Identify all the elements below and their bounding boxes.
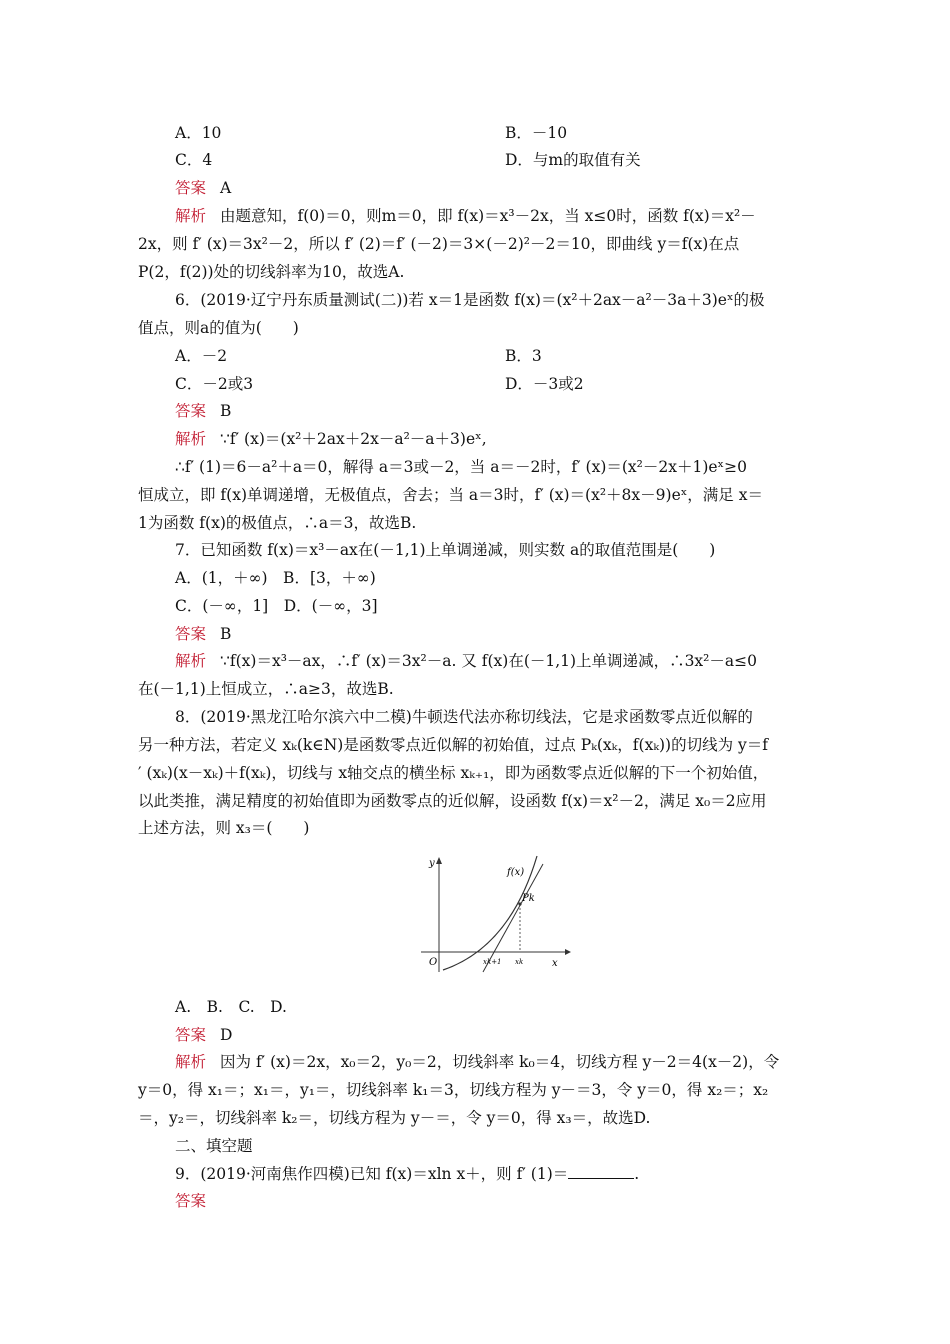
y-axis-label: y: [429, 858, 435, 869]
q7-analysis-line: 在(－1,1)上恒成立，∴a≥3，故选B.: [138, 680, 394, 698]
point-label: Pk: [522, 893, 535, 904]
answer-label: 答案: [175, 402, 207, 420]
q7-options-row: A．(1，＋∞) B．[3，＋∞): [175, 569, 376, 587]
q8-stem-line: 另一种方法，若定义 xₖ(k∈N)是函数零点近似解的初始值，过点 Pₖ(xₖ，f(xₖ))的切线为 y＝f: [138, 736, 768, 754]
q6-stem-line: 6．(2019·辽宁丹东质量测试(二))若 x＝1是函数 f(x)＝(x²＋2ax－a²－3a＋3)eˣ的极: [175, 291, 765, 309]
analysis-text: 因为 f′ (x)＝2x，x₀＝2，y₀＝2，切线斜率 k₀＝4，切线方程 y－2＝4(x－2)，令: [220, 1053, 780, 1071]
q6-option-d: D．－3或2: [505, 375, 584, 393]
analysis-label: 解析: [175, 207, 207, 225]
section-heading: 二、填空题: [175, 1137, 253, 1155]
q8-stem-line: 8．(2019·黑龙江哈尔滨六中二模)牛顿迭代法亦称切线法，它是求函数零点近似解的: [175, 708, 753, 726]
y-axis-arrow: [436, 857, 442, 864]
analysis-label: 解析: [175, 652, 207, 670]
curve-label: f(x): [507, 867, 525, 878]
answer-label: 答案: [175, 625, 207, 643]
q8-analysis-line: [175, 1052, 779, 1072]
analysis-text: ∵f′ (x)＝(x²＋2ax＋2x－a²－a＋3)eˣ,: [220, 430, 487, 448]
q5-analysis-line: P(2，f(2))处的切线斜率为10，故选A.: [138, 263, 405, 281]
q6-analysis-line: [175, 429, 487, 449]
q8-answer: [175, 1025, 232, 1045]
answer-value: D: [220, 1026, 233, 1044]
analysis-label: 解析: [175, 1053, 207, 1071]
q6-stem-line: 值点，则a的值为( ): [138, 319, 299, 337]
q7-analysis-line: [175, 651, 757, 671]
q8-stem-line: ′ (xₖ)(x－xₖ)＋f(xₖ)，切线与 x轴交点的横坐标 xₖ₊₁，即为函数零点近似解的下一个初始值，: [138, 764, 769, 782]
q7-answer: [175, 624, 231, 644]
answer-label: 答案: [175, 1192, 207, 1210]
q5-analysis-line: 2x，则 f′ (x)＝3x²－2，所以 f′ (2)＝f′ (－2)＝3×(－2)²－2＝10，即曲线 y＝f(x)在点: [138, 235, 740, 253]
q9-answer: [175, 1191, 206, 1211]
analysis-label: 解析: [175, 430, 207, 448]
answer-label: 答案: [175, 1026, 207, 1044]
origin-label: O: [429, 957, 438, 968]
q6-option-a: A．－2: [175, 347, 228, 365]
q6-analysis-line: ∴f′ (1)＝6－a²＋a＝0，解得 a＝3或－2，当 a＝－2时，f′ (x)＝(x²－2x＋1)eˣ≥0: [175, 458, 747, 476]
q6-answer: [175, 401, 231, 421]
newton-method-figure: [415, 852, 575, 978]
q6-option-c: C．－2或3: [175, 375, 254, 393]
x-axis-arrow: [565, 949, 571, 955]
tangent-line: [483, 864, 543, 972]
xk-label: xk: [515, 958, 524, 966]
q8-analysis-line: y＝0，得 x₁＝；x₁＝，y₁＝，切线斜率 k₁＝3，切线方程为 y－＝3，令 y＝0，得 x₂＝；x₂: [138, 1081, 769, 1099]
answer-value: B: [220, 625, 232, 643]
q7-stem: 7．已知函数 f(x)＝x³－ax在(－1,1)上单调递减，则实数 a的取值范围是( ): [175, 541, 716, 559]
q8-options: A. B. C. D.: [175, 998, 287, 1016]
q5-option-d: D．与m的取值有关: [505, 151, 641, 169]
analysis-text: ∵f(x)＝x³－ax，∴f′ (x)＝3x²－a. 又 f(x)在(－1,1)上单调递减，∴3x²－a≤0: [220, 652, 757, 670]
q6-analysis-line: 1为函数 f(x)的极值点，∴a＝3，故选B.: [138, 514, 417, 532]
q9-end: .: [634, 1165, 640, 1183]
q9-text: 9．(2019·河南焦作四模)已知 f(x)＝xln x＋，则 f′ (1)＝: [175, 1165, 569, 1183]
answer-value: A: [220, 179, 232, 197]
answer-blank: [568, 1164, 634, 1179]
q7-options-row: C．(－∞，1] D．(－∞，3]: [175, 597, 378, 615]
q8-analysis-line: ＝，y₂＝，切线斜率 k₂＝，切线方程为 y－＝，令 y＝0，得 x₃＝，故选D.: [138, 1109, 651, 1127]
q5-option-a: A．10: [175, 124, 222, 142]
xk1-label: xk+1: [483, 958, 502, 966]
analysis-text: 由题意知，f(0)＝0，则m＝0，即 f(x)＝x³－2x，当 x≤0时，函数 f(x)＝x²－: [220, 207, 756, 225]
x-axis-label: x: [552, 958, 558, 969]
q5-answer: [175, 178, 231, 198]
q6-option-b: B．3: [505, 347, 542, 365]
answer-label: 答案: [175, 179, 207, 197]
q8-stem-line: 上述方法，则 x₃＝( ): [138, 819, 310, 837]
q9-stem: [175, 1164, 639, 1184]
q6-analysis-line: 恒成立，即 f(x)单调递增，无极值点，舍去；当 a＝3时，f′ (x)＝(x²＋8x－9)eˣ，满足 x＝: [138, 486, 763, 504]
q5-option-b: B．－10: [505, 124, 568, 142]
answer-value: B: [220, 402, 232, 420]
q5-option-c: C．4: [175, 151, 213, 169]
q5-analysis-line: [175, 206, 756, 226]
q8-stem-line: 以此类推，满足精度的初始值即为函数零点的近似解，设函数 f(x)＝x²－2，满足 x₀＝2应用: [138, 792, 767, 810]
